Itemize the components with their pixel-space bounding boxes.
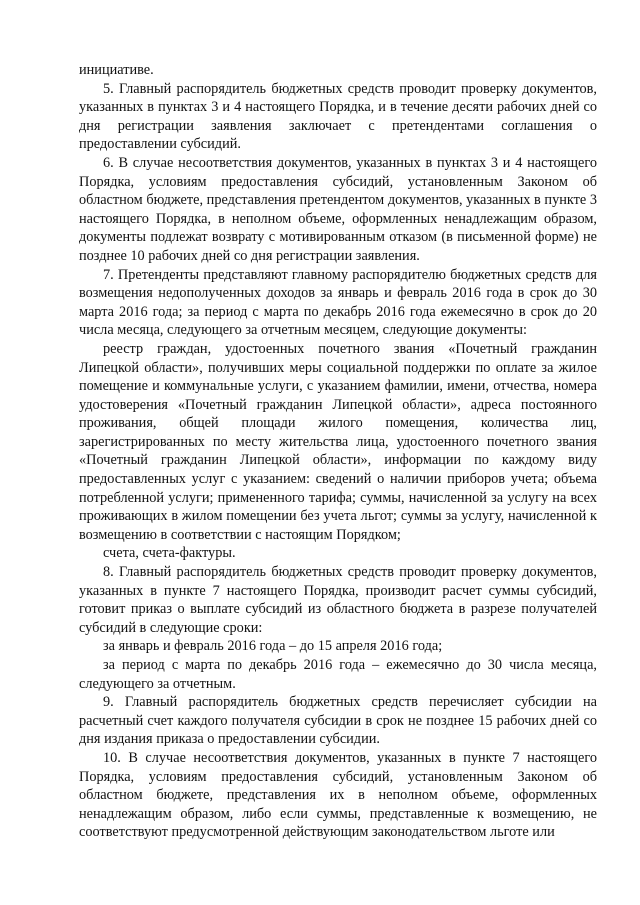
paragraph-item-5: 5. Главный распорядитель бюджетных средств проводит проверку документов, указанных в пунктах 3 и 4 настоящего Порядка, и в течение десяти рабочих дней со дня регистрации заявления заключает с претендентами соглашения о предоставлении субсидий. — [79, 80, 597, 153]
paragraph-registry-list: реестр граждан, удостоенных почетного звания «Почетный гражданин Липецкой области», получивших меры социальной поддержки по оплате за жилое помещение и коммунальные услуги, с указанием фамилии, имени, отчества, номера удостоверения «Почетный гражданин Липецкой области», адреса постоянного проживания, общей площади жилого помещения, количества лиц, зарегистрированных по месту жительства лица, удостоенного почетного звания «Почетный гражданин Липецкой области», информации по каждому виду предоставленных услуг с указанием: сведений о наличии приборов учета; объема потребленной услуги; примененного тарифа; суммы, начисленной за услугу на всех проживающих в жилом помещении без учета льгот; суммы за услугу, начисленной к возмещению в соответствии с настоящим Порядком; — [79, 340, 597, 543]
paragraph-deadline-mar-dec: за период с марта по декабрь 2016 года – ежемесячно до 30 числа месяца, следующего за отчетным. — [79, 657, 597, 692]
paragraph-item-8: 8. Главный распорядитель бюджетных средств проводит проверку документов, указанных в пункте 7 настоящего Порядка, производит расчет суммы субсидий, готовит приказ о выплате субсидий из областного бюджета в разрезе получателей субсидий в следующие сроки: — [79, 564, 597, 636]
document-page — [79, 61, 597, 842]
paragraph-invoices: счета, счета-фактуры. — [103, 545, 236, 562]
paragraph-deadline-jan-feb: за январь и февраль 2016 года – до 15 апреля 2016 года; — [103, 638, 443, 655]
paragraph-continuation: инициативе. — [79, 62, 154, 78]
paragraph-item-10: 10. В случае несоответствия документов, указанных в пункте 7 настоящего Порядка, условиям предоставления субсидий, установленным Законом об областном бюджете, представления их в неполном объеме, оформленных ненадлежащим образом, либо если суммы, представленные к возмещению, не соответствуют предусмотренной действующим законодательством льготе или — [79, 749, 597, 841]
paragraph-item-6: 6. В случае несоответствия документов, указанных в пунктах 3 и 4 настоящего Порядка, условиям предоставления субсидий, установленным Законом об областном бюджете, представления претендентом документов, указанных в пункте 3 настоящего Порядка, в неполном объеме, оформленных ненадлежащим образом, документы подлежат возврату с мотивированным отказом (в письменной форме) не позднее 10 рабочих дней со дня регистрации заявления. — [79, 154, 597, 264]
paragraph-item-9: 9. Главный распорядитель бюджетных средств перечисляет субсидии на расчетный счет каждого получателя субсидии в срок не позднее 15 рабочих дней со дня издания приказа о предоставлении субсидии. — [79, 694, 597, 748]
paragraph-item-7: 7. Претенденты представляют главному распорядителю бюджетных средств для возмещения недополученных доходов за январь и февраль 2016 года в срок до 30 марта 2016 года; за период с марта по декабрь 2016 года ежемесячно в срок до 20 числа месяца, следующего за отчетным месяцем, следующие документы: — [79, 266, 597, 339]
